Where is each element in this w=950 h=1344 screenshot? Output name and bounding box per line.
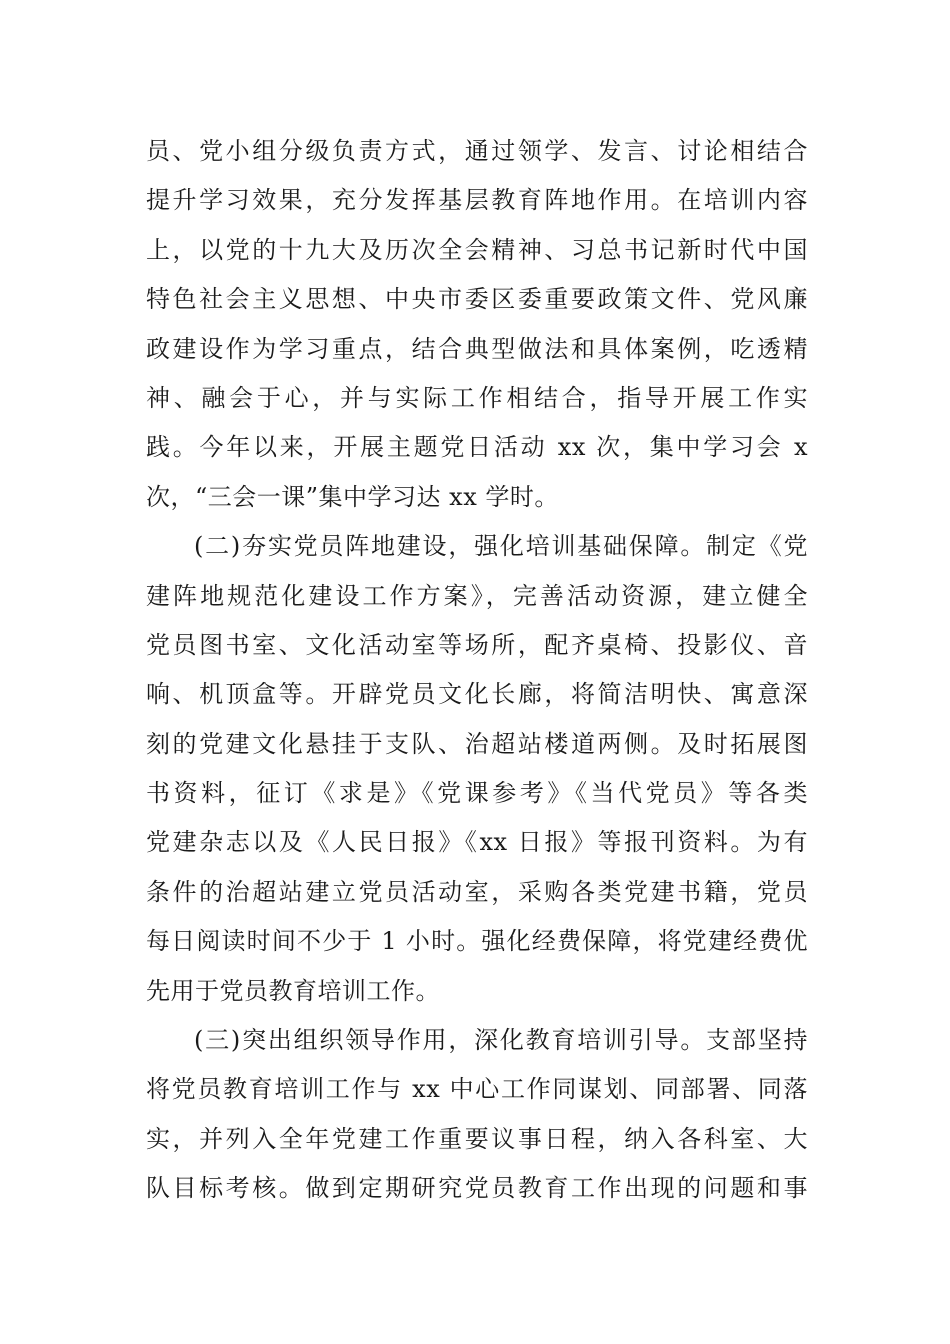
text-line: 提升学习效果，充分发挥基层教育阵地作用。在培训内容 — [146, 186, 808, 215]
text-line: 践。今年以来，开展主题党日活动 xx 次，集中学习会 x — [146, 433, 808, 462]
text-line: 党建杂志以及《人民日报》《xx 日报》等报刊资料。为有 — [146, 828, 808, 857]
text-line: 响、机顶盒等。开辟党员文化长廊，将简洁明快、寓意深 — [146, 680, 808, 709]
text-line: 次，“三会一课”集中学习达 xx 学时。 — [146, 482, 559, 511]
text-line: 先用于党员教育培训工作。 — [146, 976, 440, 1005]
text-line: 书资料，征订《求是》《党课参考》《当代党员》等各类 — [146, 779, 808, 808]
text-line: 实，并列入全年党建工作重要议事日程，纳入各科室、大 — [146, 1124, 808, 1153]
text-line: 特色社会主义思想、中央市委区委重要政策文件、党风廉 — [146, 285, 808, 314]
text-line: 上，以党的十九大及历次全会精神、习总书记新时代中国 — [146, 235, 808, 264]
text-line: 每日阅读时间不少于 1 小时。强化经费保障，将党建经费优 — [146, 927, 808, 956]
text-line: 党员图书室、文化活动室等场所，配齐桌椅、投影仪、音 — [146, 630, 808, 659]
paragraph-heading-line: (二)夯实党员阵地建设，强化培训基础保障。制定《党 — [194, 532, 808, 561]
text-line: 刻的党建文化悬挂于支队、治超站楼道两侧。及时拓展图 — [146, 729, 808, 758]
text-line: 政建设作为学习重点，结合典型做法和具体案例，吃透精 — [146, 334, 808, 363]
text-line: 将党员教育培训工作与 xx 中心工作同谋划、同部署、同落 — [146, 1075, 808, 1104]
text-line: 队目标考核。做到定期研究党员教育工作出现的问题和事 — [146, 1174, 808, 1203]
text-line: 员、党小组分级负责方式，通过领学、发言、讨论相结合 — [146, 137, 808, 165]
body-text — [146, 127, 808, 1214]
text-line: 条件的治超站建立党员活动室，采购各类党建书籍，党员 — [146, 877, 808, 906]
paragraph-heading-line: (三)突出组织领导作用，深化教育培训引导。支部坚持 — [194, 1026, 808, 1055]
text-line: 建阵地规范化建设工作方案》，完善活动资源，建立健全 — [146, 581, 808, 610]
text-line: 神、融会于心，并与实际工作相结合，指导开展工作实 — [146, 383, 808, 412]
